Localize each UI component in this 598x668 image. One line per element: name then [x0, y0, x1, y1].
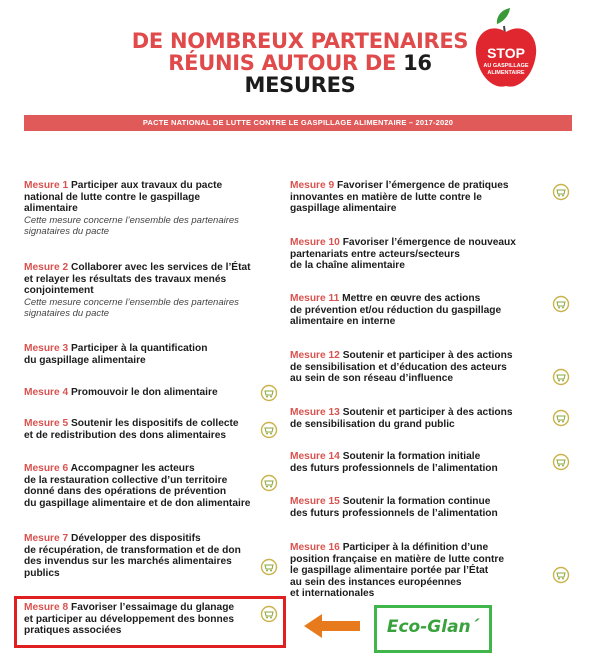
- measure-number: Mesure 7: [24, 533, 69, 544]
- title-line1: DE NOMBREUX PARTENAIRES: [131, 29, 469, 53]
- measure-text-line: au sein de son réseau d’influence: [290, 373, 454, 385]
- shopping-cart-badge-icon: [260, 384, 278, 402]
- measure-text-line: du gaspillage alimentaire et de don alimentaire: [24, 497, 251, 509]
- measure-text-line: Soutenir et participer à des actions: [342, 350, 513, 361]
- measure-12: [290, 350, 530, 385]
- measure-5: [24, 418, 260, 441]
- measure-text-line: du gaspillage alimentaire: [24, 354, 146, 366]
- stop-gaspillage-logo: [470, 4, 542, 94]
- measure-number: Mesure 16: [290, 542, 340, 553]
- shopping-cart-badge-icon: [552, 453, 570, 471]
- shopping-cart-badge-icon: [260, 558, 278, 576]
- measure-text-line: Soutenir la formation continue: [342, 496, 491, 507]
- measure-text-line: alimentaire: [24, 203, 78, 215]
- logo-line3: ALIMENTAIRE: [487, 70, 525, 76]
- measure-number: Mesure 5: [24, 418, 69, 429]
- measure-11: [290, 293, 530, 328]
- measure-number: Mesure 15: [290, 496, 340, 507]
- measure-number: Mesure 10: [290, 237, 340, 248]
- measure-4: [24, 387, 260, 399]
- measure-note: Cette mesure concerne l’ensemble des partenaires: [24, 214, 239, 226]
- measure-9: [290, 180, 530, 215]
- measure-text-line: Favoriser l’émergence de pratiques: [337, 180, 509, 191]
- measure-1: [24, 180, 260, 237]
- measure-text-line: et internationales: [290, 588, 375, 600]
- measure-text-line: des futurs professionnels de l’alimentation: [290, 462, 498, 474]
- shopping-cart-badge-icon: [260, 421, 278, 439]
- measure-number: Mesure 12: [290, 350, 340, 361]
- measure-text-line: des futurs professionnels de l’alimentation: [290, 507, 498, 519]
- measure-number: Mesure 11: [290, 293, 340, 304]
- measure-number: Mesure 4: [24, 387, 69, 398]
- measure-text-line: Mettre en œuvre des actions: [342, 293, 481, 304]
- measure-number: Mesure 14: [290, 451, 340, 462]
- apple-logo-icon: [470, 4, 542, 94]
- measure-text-line: et de redistribution des dons alimentaires: [24, 429, 227, 441]
- measure-text-line: Accompagner les acteurs: [70, 463, 195, 474]
- measure-text-line: Développer des dispositifs: [71, 533, 201, 544]
- measure-text-line: Soutenir la formation initiale: [342, 451, 481, 462]
- shopping-cart-badge-icon: [552, 566, 570, 584]
- measure-note: Cette mesure concerne l’ensemble des partenaires: [24, 296, 239, 308]
- measure-text-line: Participer à la définition d’une: [342, 542, 489, 553]
- measure-text-line: gaspillage alimentaire: [290, 203, 397, 215]
- logo-line2: AU GASPILLAGE: [483, 63, 529, 69]
- measure-note: signataires du pacte: [24, 225, 110, 237]
- measure-text-line: de récupération, de transformation et de don: [24, 544, 241, 556]
- measure-text-line: des invendus sur les marchés alimentaires: [24, 556, 232, 568]
- measure-text-line: innovantes en matière de lutte contre le: [290, 191, 482, 203]
- measure-text-line: de sensibilisation et d’éducation des acteurs: [290, 361, 507, 373]
- measure-number: Mesure 6: [24, 463, 69, 474]
- measure-number: Mesure 2: [24, 262, 69, 273]
- arrow-left-icon: [300, 612, 364, 640]
- highlight-box: [14, 596, 286, 648]
- measure-text-line: de la restauration collective d’un territoire: [24, 474, 228, 486]
- measure-text-line: et relayer les résultats des travaux menés: [24, 273, 227, 285]
- measure-6: [24, 463, 260, 509]
- shopping-cart-badge-icon: [552, 183, 570, 201]
- measure-number: Mesure 8: [24, 602, 69, 613]
- measure-text-line: donné dans des opérations de prévention: [24, 486, 227, 498]
- measure-text-line: pratiques associées: [24, 625, 122, 637]
- measure-number: Mesure 1: [24, 180, 69, 191]
- shopping-cart-badge-icon: [260, 474, 278, 492]
- shopping-cart-badge-icon: [552, 409, 570, 427]
- measure-text-line: de sensibilisation du grand public: [290, 418, 455, 430]
- measure-3: [24, 343, 260, 366]
- measure-10: [290, 237, 530, 272]
- measure-text-line: de prévention et/ou réduction du gaspillage: [290, 304, 502, 316]
- measure-7: [24, 533, 260, 579]
- shopping-cart-badge-icon: [552, 368, 570, 386]
- logo-stop: STOP: [487, 45, 525, 61]
- measure-text-line: partenariats entre acteurs/secteurs: [290, 248, 460, 260]
- measure-text-line: Favoriser l’émergence de nouveaux: [342, 237, 516, 248]
- measure-text-line: position française en matière de lutte contre: [290, 553, 504, 565]
- measure-number: Mesure 3: [24, 343, 69, 354]
- measure-text-line: au sein des instances européennes: [290, 576, 462, 588]
- measure-2: [24, 262, 260, 319]
- measure-14: [290, 451, 530, 474]
- measure-text-line: national de lutte contre le gaspillage: [24, 191, 201, 203]
- shopping-cart-badge-icon: [552, 295, 570, 313]
- measure-text-line: Soutenir les dispositifs de collecte: [71, 418, 239, 429]
- measure-number: Mesure 13: [290, 407, 340, 418]
- measure-16: [290, 542, 530, 600]
- measure-text-line: Participer à la quantification: [71, 343, 208, 354]
- measure-text-line: Collaborer avec les services de l’État: [71, 262, 251, 273]
- measure-15: [290, 496, 530, 519]
- pact-banner: PACTE NATIONAL DE LUTTE CONTRE LE GASPILLAGE ALIMENTAIRE – 2017-2020: [24, 115, 572, 131]
- measure-text-line: de la chaîne alimentaire: [290, 260, 405, 272]
- measure-text-line: et participer au développement des bonnes: [24, 613, 235, 625]
- measure-text-line: le gaspillage alimentaire portée par l’État: [290, 565, 489, 577]
- title-number: 16 MESURES: [244, 51, 432, 97]
- measure-note: signataires du pacte: [24, 307, 110, 319]
- measure-text-line: Favoriser l’essaimage du glanage: [71, 602, 235, 613]
- page-title: [120, 30, 480, 96]
- measure-text-line: conjointement: [24, 285, 94, 297]
- measure-text-line: Participer aux travaux du pacte: [71, 180, 223, 191]
- measure-text-line: Soutenir et participer à des actions: [342, 407, 513, 418]
- title-line2: RÉUNIS AUTOUR DE 16 MESURES: [168, 51, 432, 97]
- eco-glan-brand: Eco-Glan´: [386, 617, 480, 637]
- measure-13: [290, 407, 530, 430]
- measure-number: Mesure 9: [290, 180, 335, 191]
- measure-text-line: Promouvoir le don alimentaire: [71, 387, 218, 398]
- measure-text-line: alimentaire en interne: [290, 316, 396, 328]
- measure-text-line: publics: [24, 567, 60, 579]
